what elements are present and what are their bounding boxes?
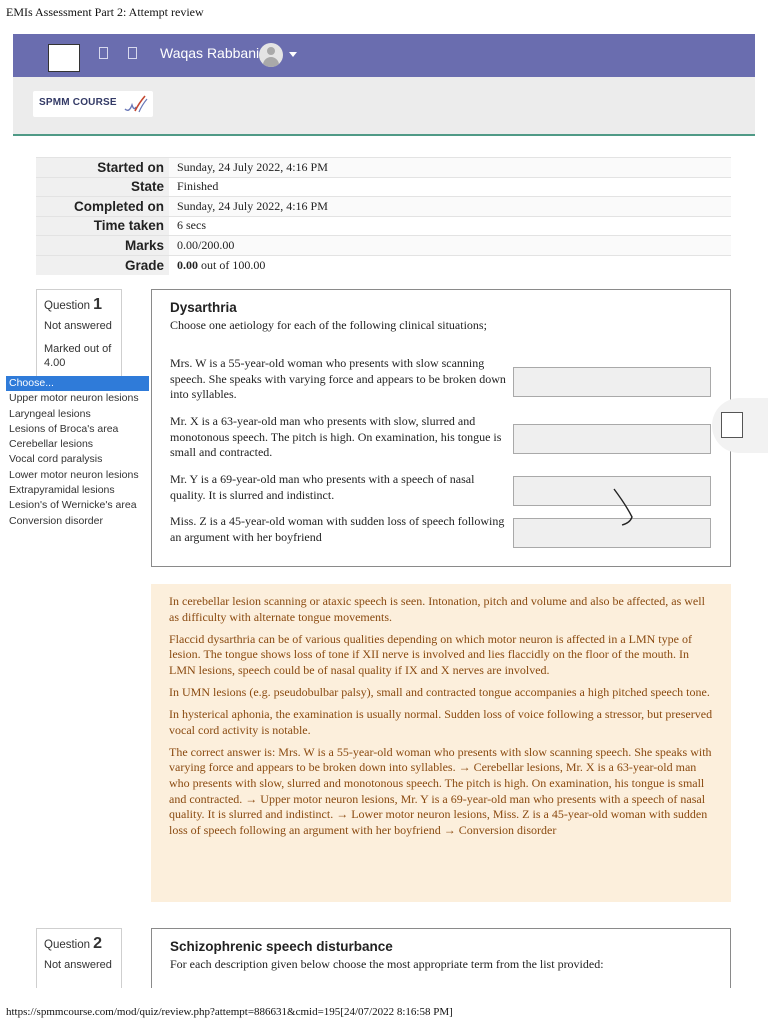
- summary-label: State: [36, 177, 169, 197]
- dropdown-option[interactable]: Vocal cord paralysis: [9, 453, 103, 466]
- answer-select[interactable]: [513, 424, 711, 454]
- question-label: Question: [44, 300, 91, 312]
- feedback-paragraph: Flaccid dysarthria can be of various qualities depending on which motor neuron is affected in a LMN type of lesion. The tongue shows loss of tone if XII nerve is involved and lies flaccidly on the floor of the mouth. In LMN lesions, speech could be of nasal quality if IX and X nerves are involved.: [169, 631, 692, 677]
- question-label: Question: [44, 939, 91, 951]
- question-1-content: [151, 289, 731, 567]
- question-number: 1: [93, 296, 102, 313]
- question-state: Not answered: [44, 320, 112, 332]
- question-state: Not answered: [44, 959, 112, 971]
- brand-swoosh-icon: [123, 93, 149, 115]
- summary-value: Sunday, 24 July 2022, 4:16 PM: [169, 158, 731, 178]
- aetiology-dropdown-list[interactable]: [6, 376, 149, 529]
- correct-answer-text: The correct answer is: Mrs. W is a 55-year-old woman who presents with slow scanning speech. She speaks with varying force and appears to be broken down into syllables. → Cerebellar lesions, Mr. X is a 63-year-old man who presents with slow, slurred and monotonous speech. The pitch is high. On examination, his tongue is small and contracted. → Upper motor neuron lesions, Mr. Y is a 69-year-old man who presents with a speech of nasal quality. It is slurred and indistinct. → Lower motor neuron lesions, Miss. Z is a 45-year-old woman with sudden loss of speech following an argument with her boyfriend → Conversion disorder: [169, 744, 712, 837]
- question-title: Dysarthria: [170, 300, 237, 315]
- avatar-icon[interactable]: [259, 43, 283, 67]
- feedback-paragraph: In hysterical aphonia, the examination is usually normal. Sudden loss of voice following a stressor, but preserved vocal cord activity is notable.: [169, 707, 713, 737]
- dropdown-option[interactable]: Lower motor neuron lesions: [9, 468, 139, 481]
- dropdown-option[interactable]: Conversion disorder: [9, 514, 103, 527]
- navbar: [13, 34, 755, 77]
- summary-row-time-taken: [36, 216, 731, 236]
- question-1-info: [36, 289, 122, 377]
- summary-value: Finished: [169, 177, 731, 197]
- summary-value: 6 secs: [169, 216, 731, 236]
- attempt-summary-table: [36, 157, 731, 275]
- print-header: EMIs Assessment Part 2: Attempt review: [6, 5, 204, 19]
- user-name[interactable]: Waqas Rabbani: [160, 45, 260, 61]
- question-stem: Miss. Z is a 45-year-old woman with sudden loss of speech following an argument with her boyfriend: [170, 514, 505, 544]
- side-drawer-icon[interactable]: [721, 412, 743, 438]
- question-stem: Mr. Y is a 69-year-old man who presents with a speech of nasal quality. It is slurred and indistinct.: [170, 472, 475, 502]
- site-logo-icon[interactable]: [48, 44, 80, 72]
- question-grade: Marked out of 4.00: [44, 343, 112, 369]
- question-instruction: Choose one aetiology for each of the following clinical situations;: [170, 318, 487, 332]
- message-icon[interactable]: [128, 47, 137, 59]
- pointer-stroke-icon: [610, 487, 636, 529]
- feedback-paragraph: In UMN lesions (e.g. pseudobulbar palsy), small and contracted tongue accompanies a high pitched speech tone.: [169, 684, 710, 699]
- summary-value: [169, 255, 731, 275]
- question-2-content: [151, 928, 731, 988]
- answer-select[interactable]: [513, 367, 711, 397]
- feedback-paragraph: In cerebellar lesion scanning or ataxic speech is seen. Intonation, pitch and volume and also be affected, as well as difficulty with alternate tongue movements.: [169, 594, 705, 624]
- question-1-feedback: [151, 584, 731, 902]
- dropdown-option[interactable]: Upper motor neuron lesions: [9, 392, 139, 405]
- summary-label: Marks: [36, 236, 169, 256]
- question-instruction: For each description given below choose the most appropriate term from the list provided:: [170, 957, 604, 971]
- dropdown-option[interactable]: Laryngeal lesions: [9, 407, 91, 420]
- summary-value: 0.00/200.00: [169, 236, 731, 256]
- summary-label: Started on: [36, 158, 169, 178]
- brand-bar: [13, 77, 755, 136]
- summary-row-started: [36, 158, 731, 178]
- question-number: 2: [93, 935, 102, 952]
- summary-label: Grade: [36, 255, 169, 275]
- notification-icon[interactable]: [99, 47, 108, 59]
- dropdown-option[interactable]: Lesions of Broca's area: [9, 422, 119, 435]
- question-2-info: [36, 928, 122, 988]
- summary-row-marks: [36, 236, 731, 256]
- summary-row-grade: [36, 255, 731, 275]
- summary-label: Completed on: [36, 197, 169, 217]
- question-stem: Mrs. W is a 55-year-old woman who presents with slow scanning speech. She speaks with varying force and appears to be broken down into syllables.: [170, 356, 506, 401]
- summary-row-state: [36, 177, 731, 197]
- dropdown-option[interactable]: Cerebellar lesions: [9, 438, 94, 451]
- dropdown-option[interactable]: Choose...: [6, 376, 149, 391]
- question-title: Schizophrenic speech disturbance: [170, 939, 393, 954]
- brand-logo-text: SPMM COURSE: [39, 97, 117, 108]
- grade-out-of: out of 100.00: [198, 257, 266, 272]
- grade-value: 0.00: [177, 257, 198, 272]
- summary-value: Sunday, 24 July 2022, 4:16 PM: [169, 197, 731, 217]
- summary-row-completed: [36, 197, 731, 217]
- question-stem: Mr. X is a 63-year-old man who presents with slow, slurred and monotonous speech. The pitch is high. On examination, his tongue is small and contracted.: [170, 414, 502, 459]
- print-footer: https://spmmcourse.com/mod/quiz/review.php?attempt=886631&cmid=195[24/07/2022 8:16:58 PM]: [6, 1006, 453, 1018]
- brand-logo[interactable]: [33, 91, 153, 117]
- summary-label: Time taken: [36, 216, 169, 236]
- caret-down-icon[interactable]: [289, 52, 297, 57]
- dropdown-option[interactable]: Extrapyramidal lesions: [9, 484, 115, 497]
- dropdown-option[interactable]: Lesion's of Wernicke's area: [9, 499, 137, 512]
